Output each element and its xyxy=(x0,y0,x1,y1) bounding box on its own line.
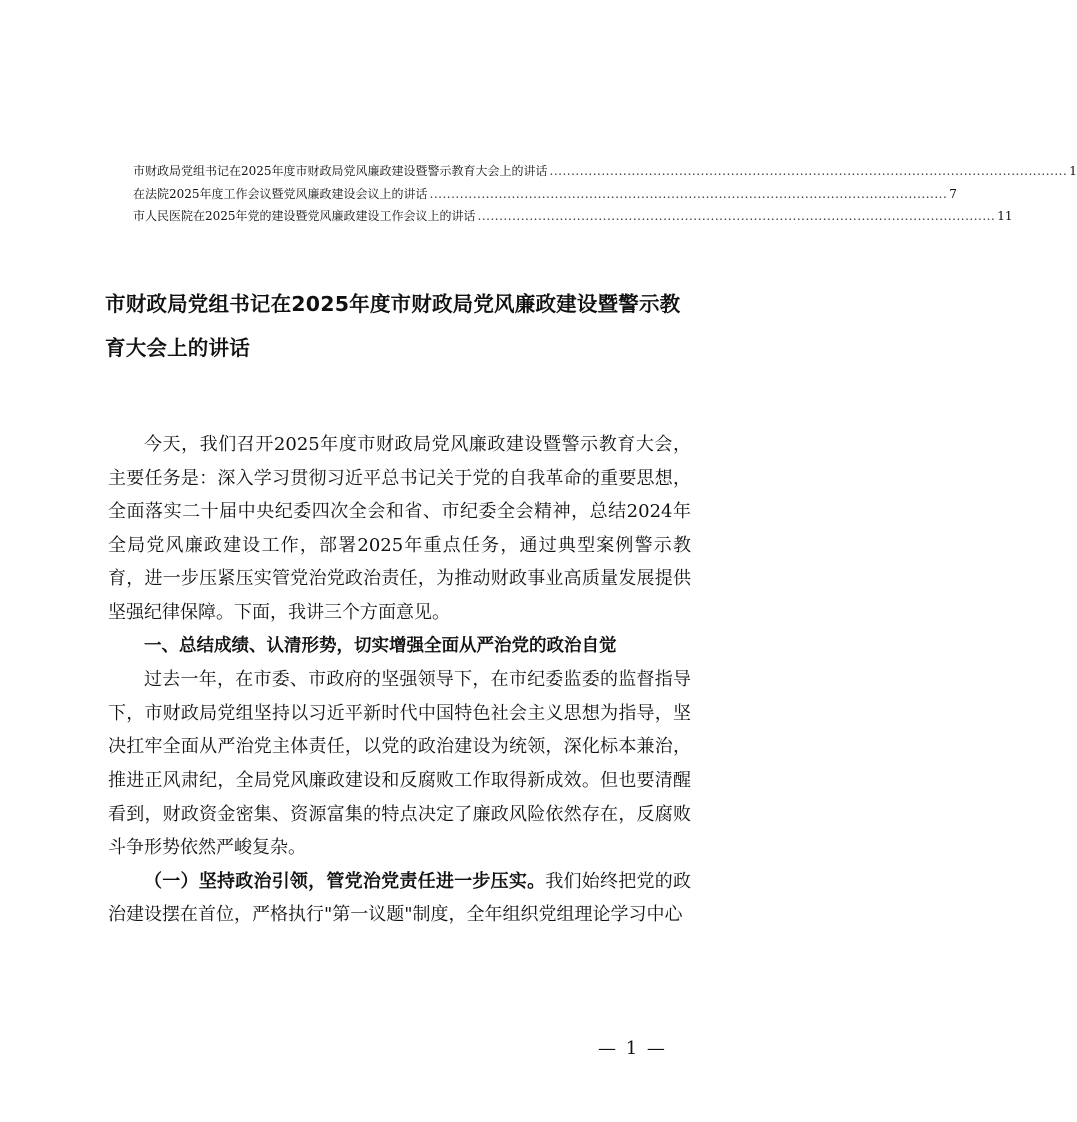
page-number: — 1 — xyxy=(598,1038,667,1059)
toc-entry-title: 市财政局党组书记在2025年度市财政局党风廉政建设暨警示教育大会上的讲话 xyxy=(133,164,548,178)
toc-dot-leader: ........................................................................................................................ xyxy=(477,209,996,223)
toc-entry[interactable] xyxy=(133,205,1013,228)
intro-paragraph: 今天，我们召开2025年度市财政局党风廉政建设暨警示教育大会，主要任务是：深入学习贯彻习近平总书记关于党的自我革命的重要思想，全面落实二十届中央纪委四次全会和省、市纪委全会精神，总结2024年全局党风廉政建设工作，部署2025年重点任务，通过典型案例警示教育，进一步压紧压实管党治党政治责任，为推动财政事业高质量发展提供坚强纪律保障。下面，我讲三个方面意见。 xyxy=(108,434,691,623)
toc-dot-leader: ........................................................................................................................ xyxy=(429,186,948,201)
subsection-paragraph xyxy=(108,865,691,932)
toc-entry-page: 11 xyxy=(997,209,1013,223)
section-heading: 一、总结成绩、认清形势，切实增强全面从严治党的政治自觉 xyxy=(144,635,617,656)
toc-entry[interactable] xyxy=(133,160,1077,183)
subsection-lead: （一）坚持政治引领，管党治党责任进一步压实。 xyxy=(144,870,546,892)
table-of-contents xyxy=(133,160,1077,228)
toc-entry[interactable] xyxy=(133,183,957,206)
toc-dot-leader: ........................................................................................................................ xyxy=(549,164,1068,178)
toc-entry-page: 7 xyxy=(949,186,957,201)
subsection-text: 我们始终把党的政治建设摆在首位，严格执行"第一议题"制度，全年组织党组理论学习中心 xyxy=(108,870,692,926)
section-paragraph: 过去一年，在市委、市政府的坚强领导下，在市纪委监委的监督指导下，市财政局党组坚持以习近平新时代中国特色社会主义思想为指导，坚决扛牢全面从严治党主体责任，以党的政治建设为统领，深化标本兼治，推进正风肃纪，全局党风廉政建设和反腐败工作取得新成效。但也要清醒看到，财政资金密集、资源富集的特点决定了廉政风险依然存在，反腐败斗争形势依然严峻复杂。 xyxy=(108,669,691,859)
document-title: 市财政局党组书记在2025年度市财政局党风廉政建设暨警示教育大会上的讲话 xyxy=(105,292,681,360)
toc-entry-title: 市人民医院在2025年党的建设暨党风廉政建设工作会议上的讲话 xyxy=(133,209,476,223)
toc-entry-title: 在法院2025年度工作会议暨党风廉政建设会议上的讲话 xyxy=(133,186,428,201)
toc-entry-page: 1 xyxy=(1069,164,1077,178)
document-body xyxy=(108,428,691,932)
